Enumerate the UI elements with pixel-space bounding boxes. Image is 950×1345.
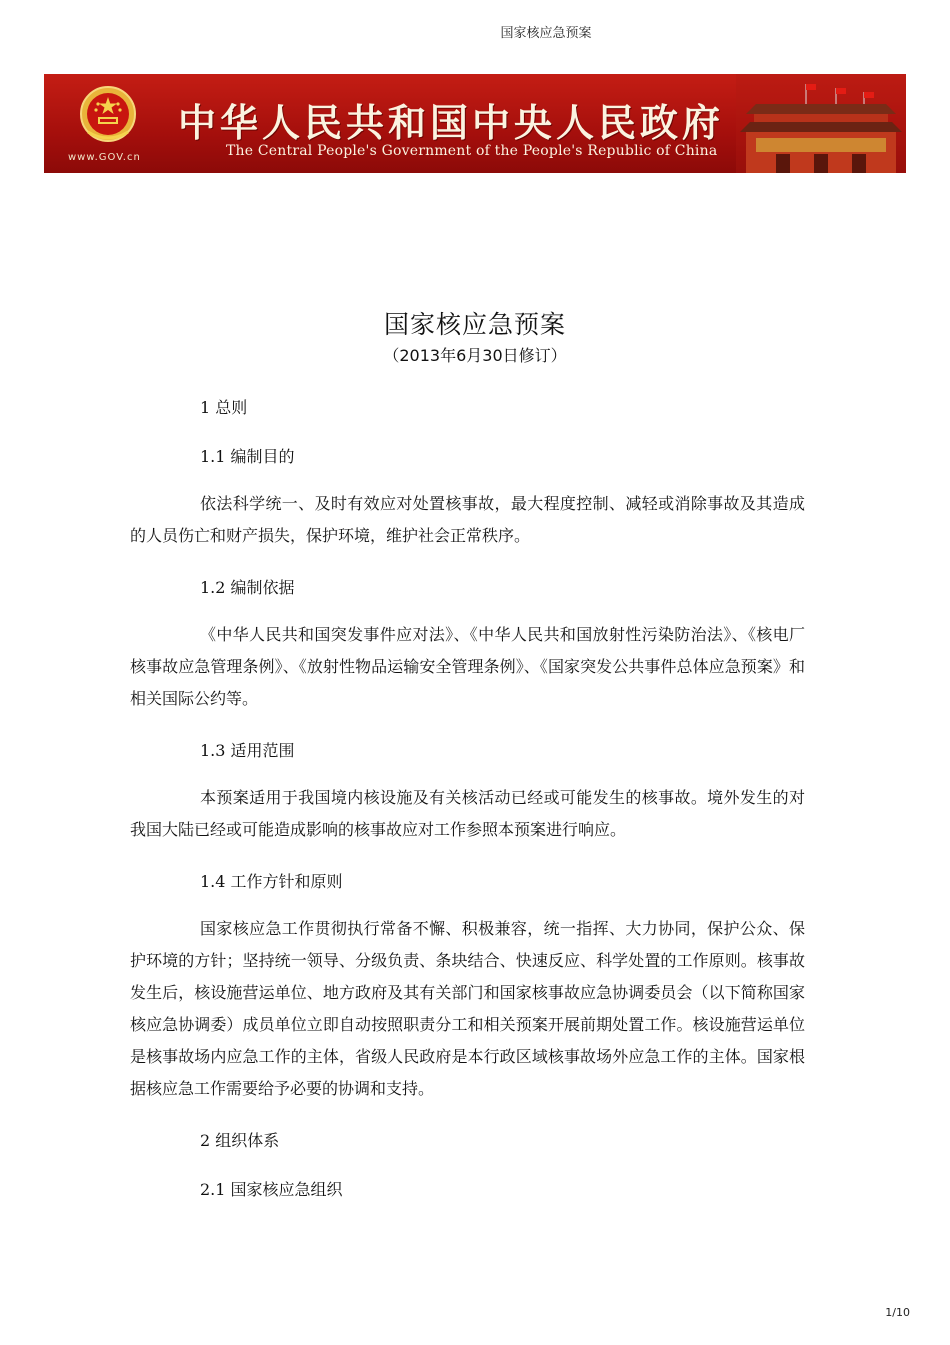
national-emblem-icon bbox=[76, 84, 140, 148]
section-heading: 2 组织体系 bbox=[200, 1131, 280, 1150]
paragraph-text: 《中华人民共和国突发事件应对法》、《中华人民共和国放射性污染防治法》、《核电厂核事故应急管理条例》、《放射性物品运输安全管理条例》、《国家突发公共事件总体应急预案》和相关国际公约等。 bbox=[130, 625, 805, 708]
document-subtitle: （2013年6月30日修订） bbox=[383, 346, 567, 365]
running-header bbox=[0, 22, 950, 41]
document-title: 国家核应急预案 bbox=[383, 310, 566, 339]
paragraph-text: 本预案适用于我国境内核设施及有关核活动已经或可能发生的核事故。境外发生的对我国大陆已经或可能造成影响的核事故应对工作参照本预案进行响应。 bbox=[130, 788, 805, 839]
section-heading: 1.2 编制依据 bbox=[200, 578, 295, 597]
section-heading: 2.1 国家核应急组织 bbox=[200, 1180, 343, 1199]
section-heading: 1.4 工作方针和原则 bbox=[200, 872, 343, 891]
paragraph-text: 依法科学统一、及时有效应对处置核事故，最大程度控制、减轻或消除事故及其造成的人员伤亡和财产损失，保护环境，维护社会正常秩序。 bbox=[130, 494, 805, 545]
section-paragraph bbox=[130, 913, 805, 1105]
banner-title-cn: 中华人民共和国中央人民政府 bbox=[178, 101, 725, 145]
banner-title-en: The Central People's Government of the People's Republic of China bbox=[226, 143, 718, 159]
tiananmen-gate-icon bbox=[736, 74, 906, 173]
section-paragraph bbox=[130, 782, 805, 846]
section-heading: 1.1 编制目的 bbox=[200, 447, 295, 466]
banner-url[interactable]: www.GOV.cn bbox=[68, 152, 141, 163]
section-paragraph bbox=[130, 488, 805, 552]
page-number: 1/10 bbox=[885, 1306, 910, 1319]
running-header-text: 国家核应急预案 bbox=[500, 26, 592, 41]
section-paragraph bbox=[130, 619, 805, 715]
section-heading: 1 总则 bbox=[200, 398, 248, 417]
gov-banner[interactable] bbox=[44, 74, 906, 173]
section-heading: 1.3 适用范围 bbox=[200, 741, 295, 760]
paragraph-text: 国家核应急工作贯彻执行常备不懈、积极兼容，统一指挥、大力协同，保护公众、保护环境的方针；坚持统一领导、分级负责、条块结合、快速反应、科学处置的工作原则。核事故发生后，核设施营运单位、地方政府及其有关部门和国家核事故应急协调委员会（以下简称国家核应急协调委）成员单位立即自动按照职责分工和相关预案开展前期处置工作。核设施营运单位是核事故场内应急工作的主体，省级人民政府是本行政区域核事故场外应急工作的主体。国家根据核应急工作需要给予必要的协调和支持。 bbox=[130, 919, 805, 1098]
